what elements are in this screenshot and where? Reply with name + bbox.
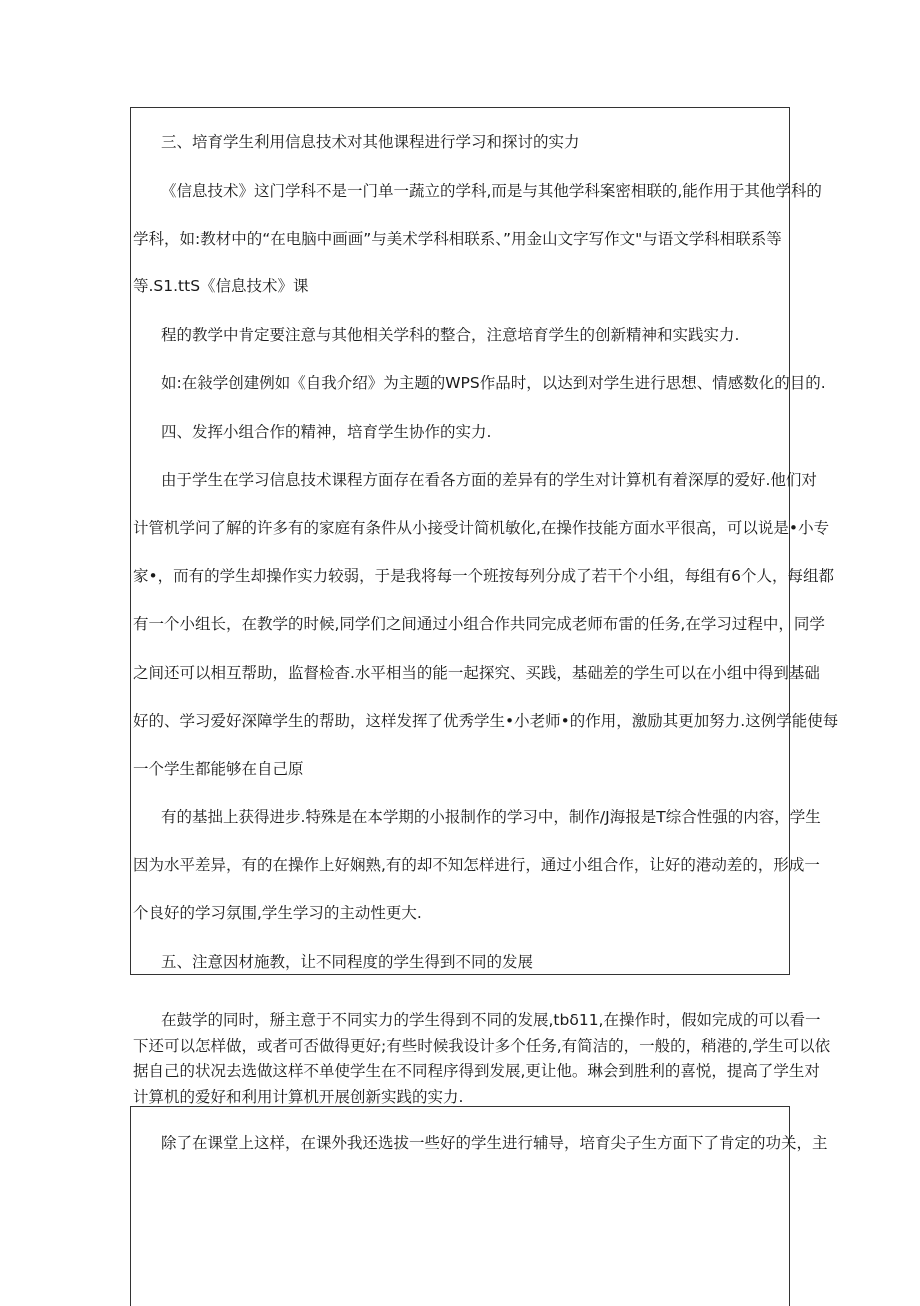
paragraph-line: 因为水平差异，有的在操作上好娴熟,有的却不知怎样进行，通过小组合作，让好的港动差的，形成一 — [133, 856, 820, 874]
paragraph-line: 《信息技术》这门学科不是一门单一蔬立的学科,而是与其他学科案密相联的,能作用于其他学科的 — [161, 182, 822, 200]
paragraph-line: 如:在敍学创建例如《自我介绍》为主题的WPS作品时，以达到对学生进行思想、情感数化的目的. — [161, 374, 826, 392]
heading-section-4: 四、发挥小组合作的精神，培育学生协作的实力. — [161, 423, 492, 441]
heading-section-3: 三、培育学生利用信息技术对其他课程进行学习和探讨的实力 — [161, 133, 580, 151]
paragraph-line: 学科，如:教材中的“在电脑中画画”与美术学科相联系、”用金山文字写作文"与语文学科相联系等 — [133, 230, 782, 248]
paragraph-line: 在鼓学的同时，掰主意于不同实力的学生得到不同的发展,tbδ11,在操作时，假如完成的可以看一 — [161, 1011, 821, 1029]
paragraph-line: 除了在课堂上这样，在课外我还选拔一些好的学生进行辅导，培育尖子生方面下了肯定的功关，主 — [161, 1134, 828, 1152]
paragraph-line: 好的、学习爱好深障学生的帮助，这样发挥了优秀学生•小老师•的作用，激励其更加努力.这例学能使每 — [133, 712, 839, 730]
paragraph-line: 计算机的爱好和利用计算机开展创新实践的实力. — [133, 1088, 464, 1106]
paragraph-line: 程的教学中肯定要注意与其他相关学科的整合，注意培育学生的创新精神和实践实力. — [161, 326, 740, 344]
paragraph-line: 有的基拙上获得进步.特殊是在本学期的小报制作的学习中，制作/J海报是T综合性强的内容，学生 — [161, 808, 821, 826]
paragraph-line: 一个学生都能够在自己原 — [133, 760, 304, 778]
paragraph-line: 据自己的状况去选做这样不单使学生在不同程序得到发展,更让他。琳会到胜利的喜悦，提高了学生对 — [133, 1062, 820, 1080]
paragraph-line: 由于学生在学习信息技术课程方面存在看各方面的差异有的学生对计算机有着深厚的爱好.他们对 — [161, 471, 817, 489]
paragraph-line: 下还可以怎样做，或者可否做得更好;有些时候我设计多个任务,有简洁的，一般的，稍港的,学生可以依 — [133, 1037, 831, 1055]
paragraph-line: 等.S1.ttS《信息技术》课 — [133, 277, 309, 295]
heading-section-5: 五、注意因材施教，让不同程度的学生得到不同的发展 — [161, 953, 534, 971]
paragraph-line: 计管机学问了解的许多有的家庭有条件从小接受计简机敏化,在操作技能方面水平很高，可以说是•小专 — [133, 519, 830, 537]
paragraph-line: 之间还可以相互帮助，监督检杳.水平相当的能一起探究、买践，基础差的学生可以在小组中得到基础 — [133, 664, 820, 682]
paragraph-line: 家•，而有的学生却操作实力较弱，于是我将每一个班按每列分成了若干个小组，每组有6个人，每组都 — [133, 567, 835, 585]
paragraph-line: 个良好的学习氛围,学生学习的主动性更大. — [133, 904, 422, 922]
paragraph-line: 有一个小组长，在教学的时候,同学们之间通过小组合作共同完成老师布雷的任务,在学习过程中，同学 — [133, 615, 825, 633]
